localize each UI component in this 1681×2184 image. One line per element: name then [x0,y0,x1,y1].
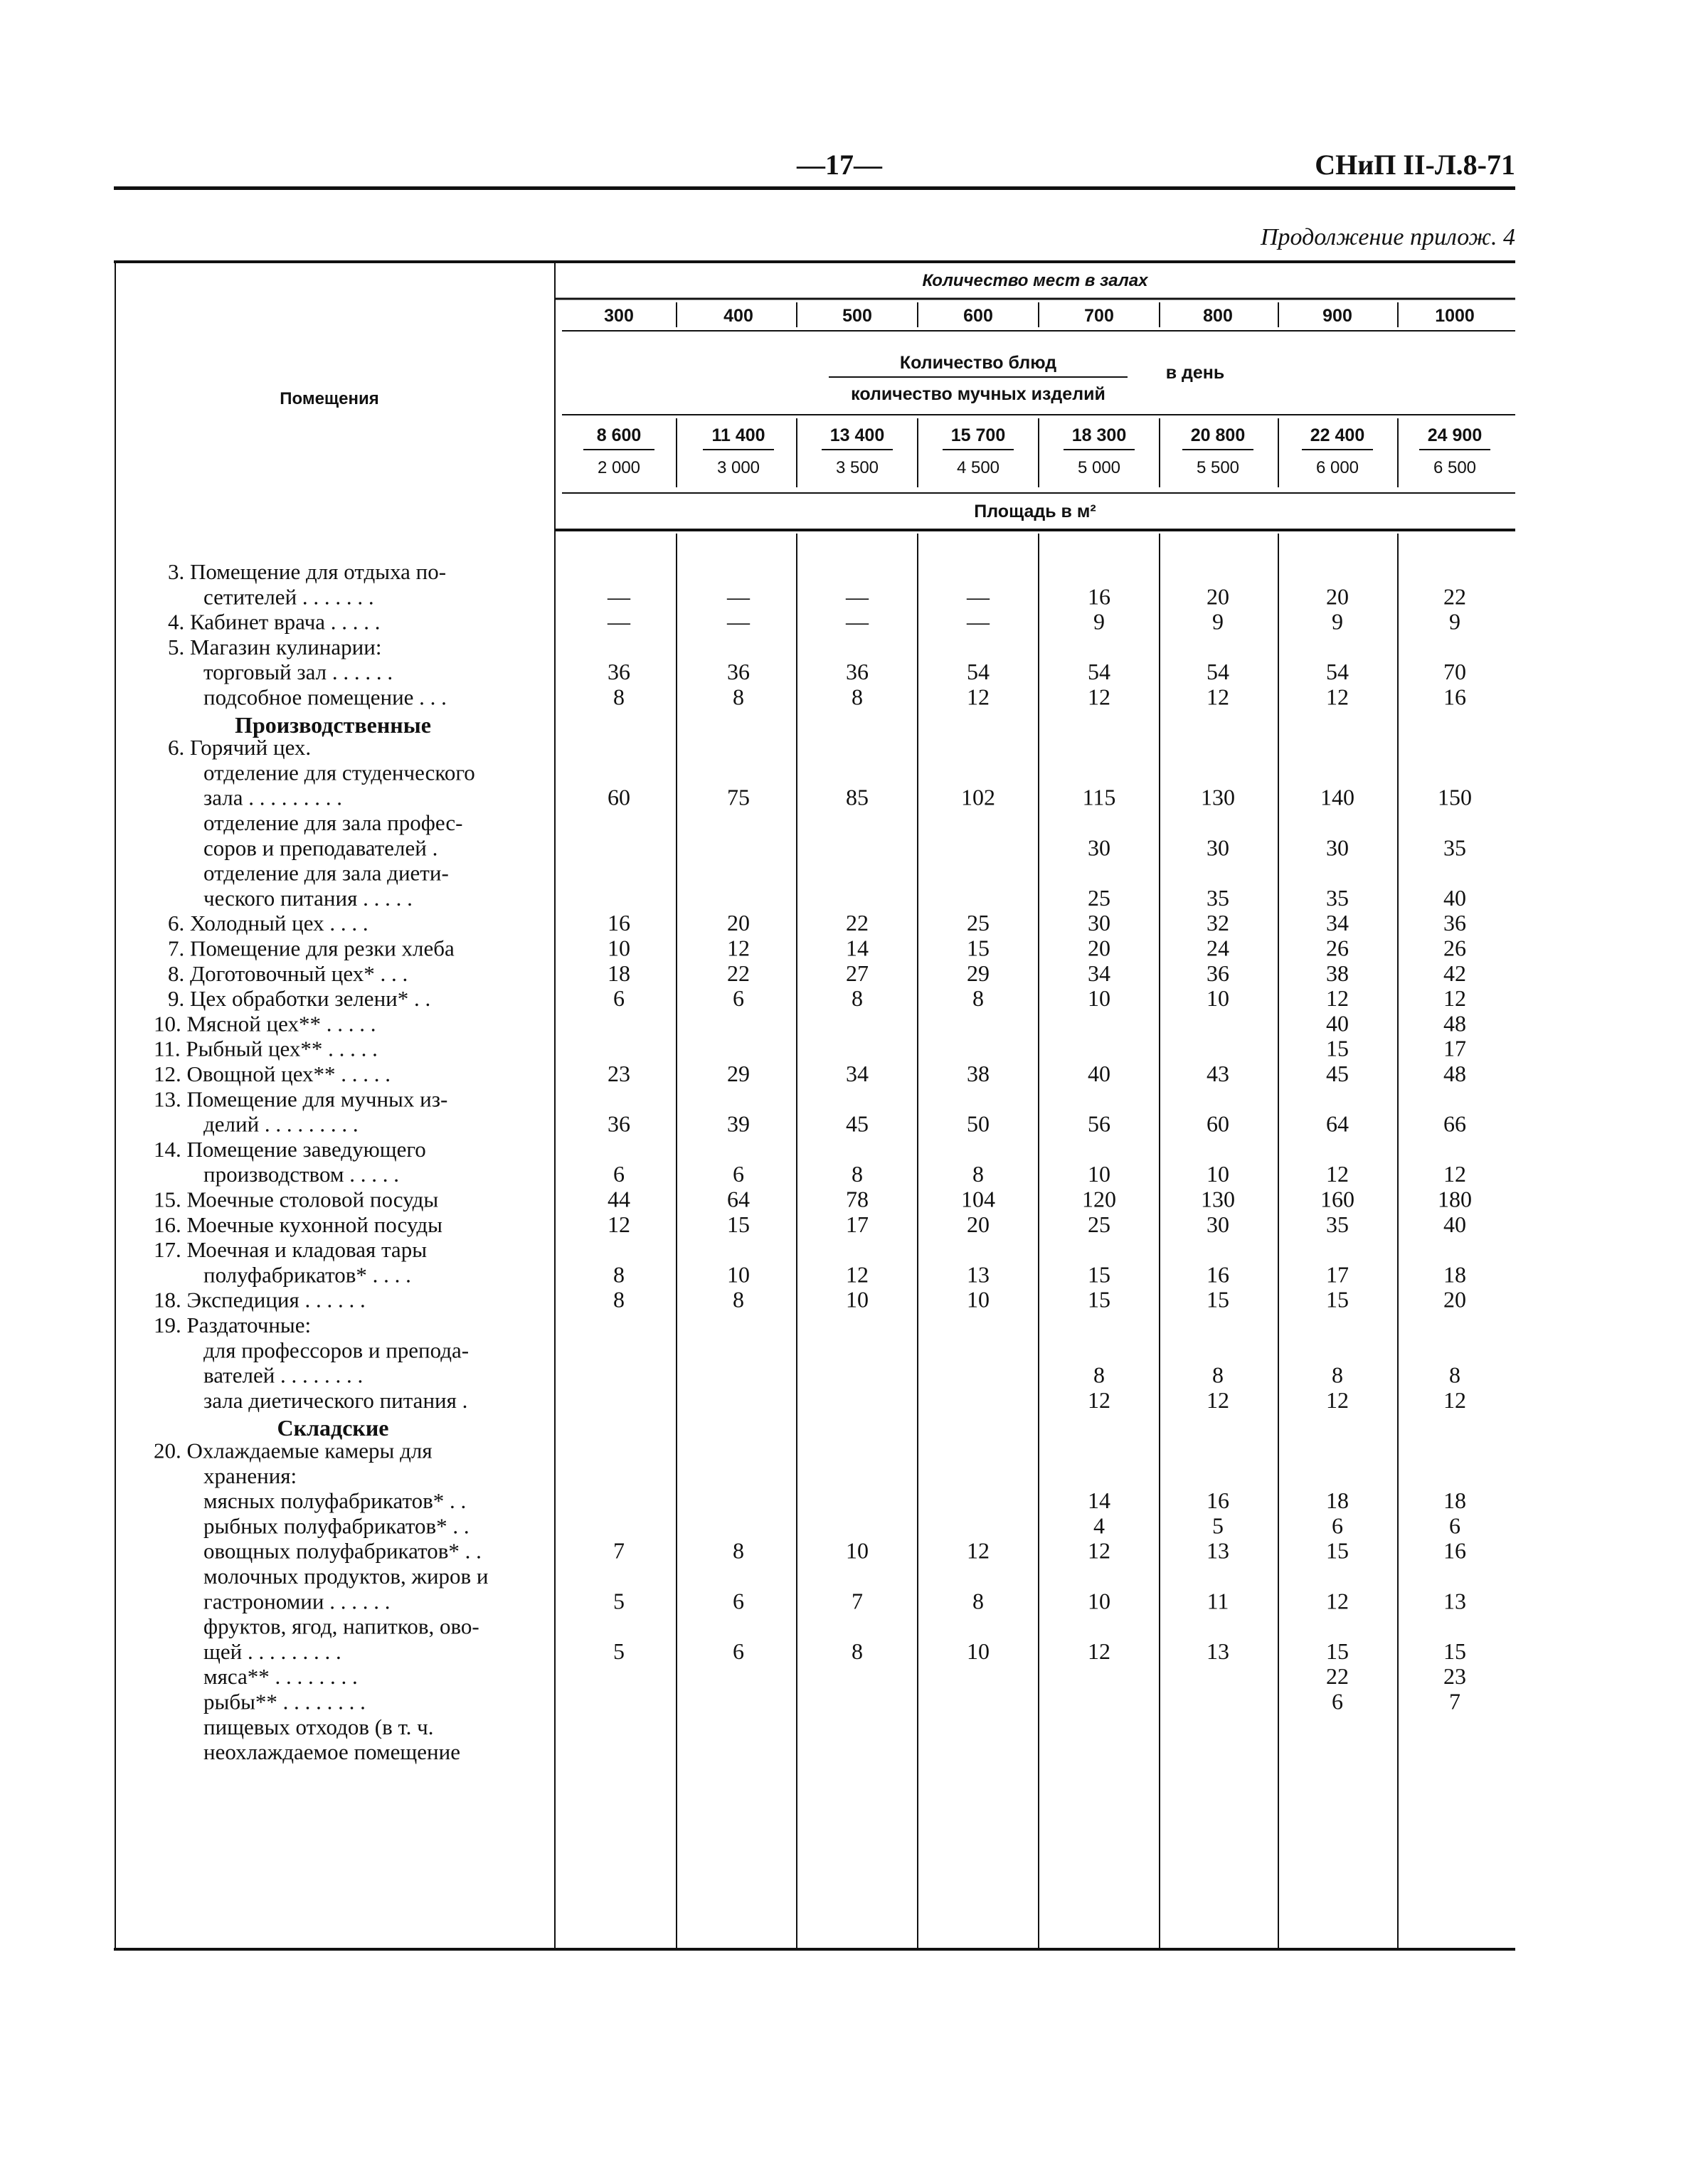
cell-value: 130 [1201,1186,1235,1212]
cell-value: 54 [1326,659,1349,685]
cell-value: — [727,608,750,635]
cell-value: — [608,608,630,635]
cell-value: 9 [1212,608,1224,635]
row-label: для профессоров и препода- [203,1337,470,1363]
cell-value: 36 [608,1110,630,1137]
seats-count: 800 [1203,306,1233,326]
cell-value: 15 [1207,1286,1229,1313]
cell-value: 4 [1093,1512,1105,1539]
cell-value: 8 [972,1588,984,1614]
dishes-count: 15 700 [950,425,1006,445]
cell-value: 140 [1320,784,1354,810]
cell-value: 10 [608,935,630,961]
cell-value: 18 [608,960,630,986]
cell-value: 22 [1326,1663,1349,1690]
cell-value: 42 [1443,960,1466,986]
cell-value: 6 [613,1161,625,1187]
row-label: ческого питания . . . . . [203,885,413,911]
area-title: Площадь в м² [974,502,1096,521]
cell-value: 9 [1449,608,1460,635]
cell-value: 12 [1088,684,1110,710]
cell-value: 35 [1207,884,1229,911]
flour-count: 6 000 [1315,458,1359,477]
cell-value: 13 [1443,1588,1466,1614]
cell-value: 12 [1088,1638,1110,1664]
cell-value: — [967,583,990,610]
cell-value: 27 [846,960,869,986]
cell-value: 18 [1326,1488,1349,1514]
cell-value: 64 [1326,1110,1349,1137]
cell-value: 12 [1443,1387,1466,1413]
cell-value: 130 [1201,784,1235,810]
cell-value: 36 [727,659,750,685]
cell-value: 56 [1088,1110,1110,1137]
cell-value: 34 [1088,960,1110,986]
cell-value: — [846,608,869,635]
cell-value: 16 [1443,684,1466,710]
row-label: 14. Помещение заведующего [154,1136,426,1162]
cell-value: 32 [1207,910,1229,936]
cell-value: 18 [1443,1488,1466,1514]
seats-count: 1000 [1435,306,1475,326]
cell-value: 8 [1093,1362,1105,1388]
cell-value: 8 [972,1161,984,1187]
cell-value: 30 [1207,834,1229,861]
cell-value: 8 [852,1638,863,1664]
cell-value: 20 [1326,583,1349,610]
cell-value: 20 [1443,1286,1466,1313]
cell-value: 44 [608,1186,630,1212]
cell-value: 22 [1443,583,1466,610]
cell-value: 6 [733,1161,744,1187]
cell-value: 35 [1326,1211,1349,1237]
cell-value: 14 [846,935,869,961]
flour-count: 3 000 [716,458,760,477]
cell-value: 40 [1326,1010,1349,1037]
cell-value: 10 [846,1537,869,1564]
cell-value: 15 [1088,1286,1110,1313]
row-label: зала диетического питания . [203,1387,468,1413]
cell-value: 6 [1449,1512,1460,1539]
cell-value: 7 [613,1537,625,1564]
cell-value: 8 [733,1537,744,1564]
row-label: зала . . . . . . . . . [203,785,343,810]
row-label: 3. Помещение для отдыха по- [168,559,447,584]
row-label: 6. Холодный цех . . . . [168,911,368,936]
cell-value: 36 [1443,910,1466,936]
cell-value: 5 [613,1588,625,1614]
row-label: 6. Горячий цех. [168,735,312,760]
cell-value: 30 [1207,1211,1229,1237]
cell-value: 35 [1326,884,1349,911]
dishes-count: 8 600 [596,425,642,445]
cell-value: 36 [1207,960,1229,986]
seats-title: Количество мест в залах [922,271,1148,290]
dishes-count: 18 300 [1071,425,1127,445]
cell-value: 7 [1449,1688,1460,1714]
cell-value: 54 [1088,659,1110,685]
flour-count: 6 500 [1433,458,1477,477]
cell-value: 6 [613,985,625,1012]
cell-value: 78 [846,1186,869,1212]
cell-value: 5 [1212,1512,1224,1539]
seats-count: 300 [604,306,634,326]
flour-count: 3 500 [835,458,879,477]
cell-value: 66 [1443,1110,1466,1137]
row-label: торговый зал . . . . . . [203,659,393,685]
per-day-label: в день [1165,363,1225,383]
cell-value: 54 [967,659,990,685]
cell-value: 17 [1326,1261,1349,1288]
cell-value: 10 [1207,1161,1229,1187]
cell-value: 10 [846,1286,869,1313]
cell-value: 8 [1212,1362,1224,1388]
cell-value: 9 [1093,608,1105,635]
row-label: 11. Рыбный цех** . . . . . [154,1036,378,1061]
cell-value: 70 [1443,659,1466,685]
section-heading: Складские [277,1415,389,1441]
cell-value: 12 [608,1211,630,1237]
cell-value: — [608,583,630,610]
flour-count: 5 000 [1077,458,1121,477]
row-label: отделение для зала диети- [203,860,449,886]
cell-value: 15 [1326,1638,1349,1664]
cell-value: 12 [967,1537,990,1564]
dishes-count: 13 400 [829,425,885,445]
cell-value: 20 [1088,935,1110,961]
row-label: 17. Моечная и кладовая тары [154,1237,428,1263]
row-label: отделение для студенческого [203,760,475,785]
cell-value: 25 [1088,884,1110,911]
cell-value: 8 [613,1261,625,1288]
document-code: СНиП II-Л.8-71 [1315,149,1515,181]
cell-value: 12 [1207,1387,1229,1413]
cell-value: 10 [967,1638,990,1664]
row-label: 5. Магазин кулинарии: [168,634,382,659]
row-label: 12. Овощной цех** . . . . . [154,1061,391,1086]
cell-value: 12 [1326,684,1349,710]
cell-value: 25 [1088,1211,1110,1237]
cell-value: 15 [967,935,990,961]
cell-value: 10 [967,1286,990,1313]
page-number: —17— [797,149,882,181]
cell-value: 38 [967,1061,990,1086]
cell-value: 120 [1082,1186,1116,1212]
cell-value: 24 [1207,935,1229,961]
row-label: 15. Моечные столовой посуды [154,1187,439,1212]
cell-value: 16 [1443,1537,1466,1564]
row-label: вателей . . . . . . . . [203,1362,364,1388]
row-label: 4. Кабинет врача . . . . . [168,609,381,635]
cell-value: 50 [967,1110,990,1137]
cell-value: 16 [1207,1488,1229,1514]
continuation-note: Продолжение прилож. 4 [1260,224,1515,250]
cell-value: 25 [967,910,990,936]
cell-value: 20 [1207,583,1229,610]
row-label: 13. Помещение для мучных из- [154,1086,448,1112]
cell-value: 8 [1449,1362,1460,1388]
cell-value: 30 [1326,834,1349,861]
cell-value: 12 [727,935,750,961]
cell-value: 48 [1443,1010,1466,1037]
cell-value: 12 [1207,684,1229,710]
cell-value: 12 [1443,1161,1466,1187]
cell-value: 29 [727,1061,750,1086]
cell-value: 115 [1082,784,1116,810]
seats-count: 600 [963,306,993,326]
cell-value: 20 [727,910,750,936]
cell-value: 36 [846,659,869,685]
dishes-title: Количество блюд [899,353,1057,373]
section-heading: Производственные [235,711,431,738]
cell-value: 34 [846,1061,869,1086]
dishes-count: 22 400 [1310,425,1365,445]
cell-value: 60 [608,784,630,810]
row-label: 8. Доготовочный цех* . . . [168,960,408,986]
cell-value: 13 [1207,1638,1229,1664]
cell-value: 10 [1207,985,1229,1012]
cell-value: 40 [1443,1211,1466,1237]
cell-value: 7 [852,1588,863,1614]
cell-value: 40 [1088,1061,1110,1086]
cell-value: 12 [1088,1387,1110,1413]
cell-value: 54 [1207,659,1229,685]
flour-count: 2 000 [597,458,641,477]
cell-value: 10 [1088,1588,1110,1614]
cell-value: 75 [727,784,750,810]
cell-value: 18 [1443,1261,1466,1288]
cell-value: 12 [967,684,990,710]
cell-value: 23 [608,1061,630,1086]
row-label: гастрономии . . . . . . [203,1589,391,1614]
cell-value: 6 [733,985,744,1012]
row-label: мясных полуфабрикатов* . . [203,1488,467,1514]
cell-value: 8 [613,1286,625,1313]
cell-value: 6 [1332,1688,1343,1714]
cell-value: 11 [1207,1588,1229,1614]
cell-value: 22 [727,960,750,986]
dishes-count: 24 900 [1427,425,1483,445]
row-label: соров и преподавателей . [203,835,438,861]
row-label: рыбных полуфабрикатов* . . [203,1513,470,1539]
row-label: неохлаждаемое помещение [203,1739,460,1765]
cell-value: 12 [1326,1161,1349,1187]
cell-value: 13 [1207,1537,1229,1564]
cell-value: 10 [727,1261,750,1288]
cell-value: 8 [852,684,863,710]
cell-value: 102 [961,784,995,810]
cell-value: 48 [1443,1061,1466,1086]
row-label: отделение для зала профес- [203,810,463,835]
cell-value: — [846,583,869,610]
seats-count: 700 [1084,306,1114,326]
cell-value: 10 [1088,1161,1110,1187]
cell-value: 26 [1326,935,1349,961]
cell-value: 16 [1207,1261,1229,1288]
cell-value: 12 [1326,985,1349,1012]
cell-value: 8 [733,684,744,710]
seats-count: 900 [1322,306,1352,326]
cell-value: 38 [1326,960,1349,986]
cell-value: 23 [1443,1663,1466,1690]
cell-value: 8 [972,985,984,1012]
row-label: 19. Раздаточные: [154,1313,312,1337]
cell-value: 16 [1088,583,1110,610]
cell-value: 43 [1207,1061,1229,1086]
row-label: сетителей . . . . . . . [203,584,374,610]
cell-value: 6 [733,1638,744,1664]
cell-value: 15 [1088,1261,1110,1288]
cell-value: — [727,583,750,610]
dishes-count: 11 400 [711,425,765,445]
cell-value: 8 [1332,1362,1343,1388]
cell-value: 8 [852,985,863,1012]
cell-value: 6 [1332,1512,1343,1539]
cell-value: 40 [1443,884,1466,911]
row-label: овощных полуфабрикатов* . . [203,1538,482,1564]
row-label: фруктов, ягод, напитков, ово- [203,1613,479,1639]
flour-count: 5 500 [1196,458,1240,477]
cell-value: 22 [846,910,869,936]
cell-value: 15 [1443,1638,1466,1664]
cell-value: 17 [846,1211,869,1237]
cell-value: 8 [733,1286,744,1313]
cell-value: 64 [727,1186,750,1212]
cell-value: 160 [1320,1186,1354,1212]
flour-count: 4 500 [956,458,1000,477]
row-label: молочных продуктов, жиров и [203,1564,489,1589]
cell-value: 17 [1443,1035,1466,1061]
cell-value: 12 [1443,985,1466,1012]
premises-column-header: Помещения [280,389,379,408]
cell-value: 30 [1088,910,1110,936]
cell-value: 8 [852,1161,863,1187]
cell-value: 10 [1088,985,1110,1012]
cell-value: 180 [1438,1186,1472,1212]
cell-value: 12 [846,1261,869,1288]
row-label: хранения: [203,1463,297,1488]
flour-title: количество мучных изделий [851,384,1105,404]
row-label: мяса** . . . . . . . . [203,1664,358,1690]
cell-value: 9 [1332,608,1343,635]
row-label: 10. Мясной цех** . . . . . [154,1011,376,1037]
row-label: 20. Охлаждаемые камеры для [154,1438,433,1463]
cell-value: 35 [1443,834,1466,861]
cell-value: 15 [1326,1035,1349,1061]
seats-count: 500 [842,306,872,326]
row-label: рыбы** . . . . . . . . [203,1689,366,1714]
cell-value: 12 [1088,1537,1110,1564]
cell-value: 60 [1207,1110,1229,1137]
cell-value: 104 [961,1186,995,1212]
cell-value: 85 [846,784,869,810]
cell-value: 20 [967,1211,990,1237]
cell-value: 15 [1326,1286,1349,1313]
cell-value: 12 [1326,1387,1349,1413]
cell-value: 15 [727,1211,750,1237]
row-label: пищевых отходов (в т. ч. [203,1714,434,1739]
row-label: щей . . . . . . . . . [203,1638,341,1664]
cell-value: 8 [613,684,625,710]
cell-value: 6 [733,1588,744,1614]
row-label: производством . . . . . [203,1162,399,1187]
cell-value: 15 [1326,1537,1349,1564]
cell-value: 150 [1438,784,1472,810]
cell-value: 13 [967,1261,990,1288]
row-label: 18. Экспедиция . . . . . . [154,1287,366,1313]
table-body [154,302,1490,1949]
cell-value: 45 [846,1110,869,1137]
cell-value: 30 [1088,834,1110,861]
cell-value: 45 [1326,1061,1349,1086]
cell-value: 26 [1443,935,1466,961]
row-label: делий . . . . . . . . . [203,1111,359,1137]
seats-count: 400 [723,306,753,326]
cell-value: — [967,608,990,635]
row-label: 7. Помещение для резки хлеба [168,935,455,961]
cell-value: 16 [608,910,630,936]
cell-value: 5 [613,1638,625,1664]
cell-value: 29 [967,960,990,986]
cell-value: 14 [1088,1488,1110,1514]
cell-value: 34 [1326,910,1349,936]
cell-value: 12 [1326,1588,1349,1614]
row-label: подсобное помещение . . . [203,684,447,710]
dishes-count: 20 800 [1190,425,1246,445]
row-label: полуфабрикатов* . . . . [203,1262,411,1288]
cell-value: 39 [727,1110,750,1137]
row-label: 9. Цех обработки зелени* . . [168,986,431,1012]
row-label: 16. Моечные кухонной посуды [154,1212,442,1237]
cell-value: 36 [608,659,630,685]
